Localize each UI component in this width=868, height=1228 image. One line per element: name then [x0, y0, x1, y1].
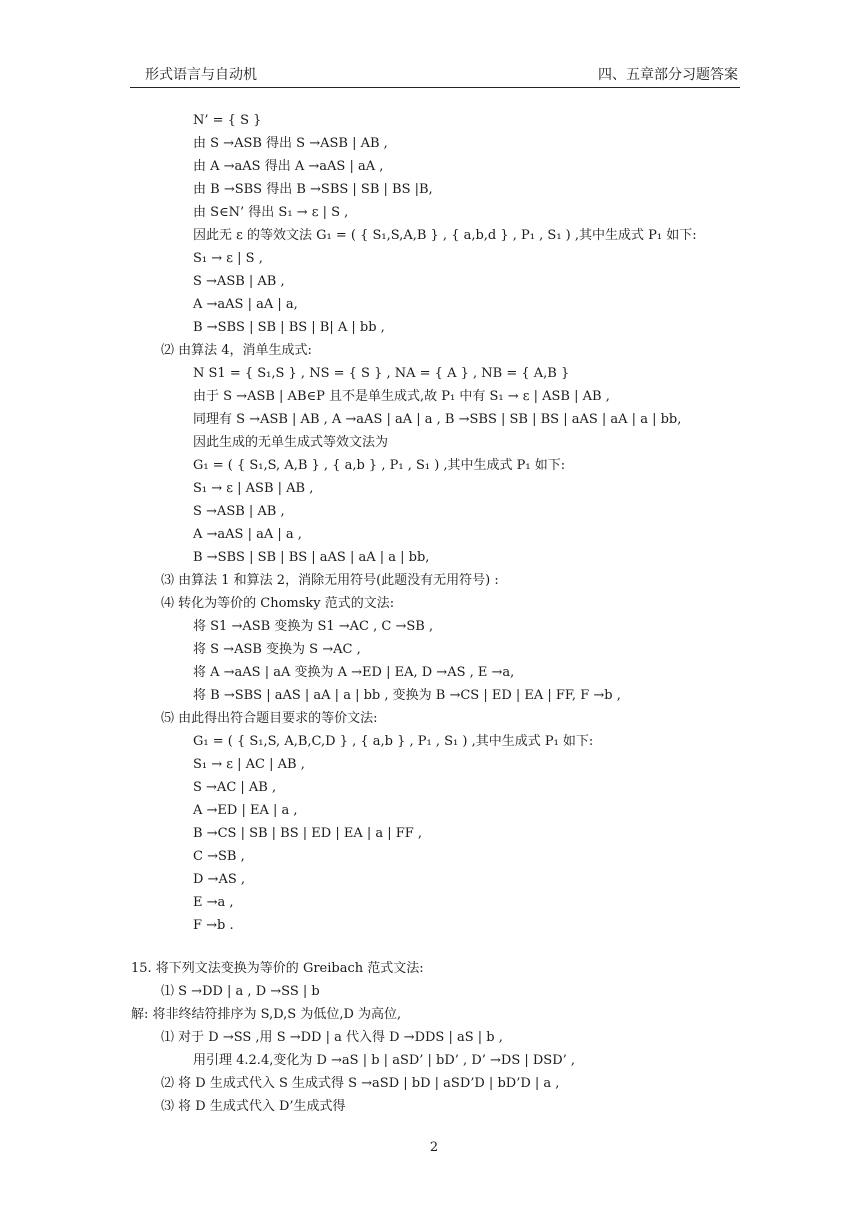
text-line: A →ED | EA | a , — [193, 803, 298, 818]
text-line: A →aAS | aA | a, — [193, 297, 298, 312]
text-line: 同理有 S →ASB | AB , A →aAS | aA | a , B →SBS | SB | BS | aAS | aA | a | bb, — [193, 412, 682, 427]
text-line: ⑵ 由算法 4，消单生成式: — [161, 343, 312, 358]
text-line: G₁ = ( { S₁,S, A,B,C,D } , { a,b } , P₁ , S₁ ) ,其中生成式 P₁ 如下: — [193, 734, 594, 749]
text-line: A →aAS | aA | a , — [193, 527, 302, 542]
text-line: 由 A →aAS 得出 A →aAS | aA , — [193, 159, 384, 174]
text-line: ⑴ S →DD | a , D →SS | b — [161, 984, 320, 999]
text-line: 因此生成的无单生成式等效文法为 — [193, 435, 389, 450]
text-line: ⑸ 由此得出符合题目要求的等价文法: — [161, 711, 378, 726]
text-line: N S1 = { S₁,S } , NS = { S } , NA = { A } , NB = { A,B } — [193, 366, 570, 381]
text-line: 由 S∈N’ 得出 S₁ → ε | S , — [193, 205, 349, 220]
text-line: 将 S →ASB 变换为 S →AC , — [193, 642, 361, 657]
text-line: B →SBS | SB | BS | aAS | aA | a | bb, — [193, 550, 430, 565]
text-line: ⑶ 将 D 生成式代入 D’生成式得 — [161, 1099, 346, 1114]
text-line: ⑶ 由算法 1 和算法 2，消除无用符号(此题没有无用符号) : — [161, 573, 499, 588]
text-line: 由 S →ASB 得出 S →ASB | AB , — [193, 136, 388, 151]
text-line: F →b . — [193, 918, 234, 933]
text-line: S →ASB | AB , — [193, 504, 285, 519]
text-line: N’ = { S } — [193, 113, 262, 128]
text-line: ⑵ 将 D 生成式代入 S 生成式得 S →aSD | bD | aSD’D | bD’D | a , — [161, 1076, 560, 1091]
text-line: 将 S1 →ASB 变换为 S1 →AC , C →SB , — [193, 619, 434, 634]
text-line: ⑷ 转化为等价的 Chomsky 范式的文法: — [161, 596, 395, 611]
text-line: G₁ = ( { S₁,S, A,B } , { a,b } , P₁ , S₁ ) ,其中生成式 P₁ 如下: — [193, 458, 566, 473]
text-line: 15. 将下列文法变换为等价的 Greibach 范式文法: — [131, 961, 424, 976]
text-line: 解: 将非终结符排序为 S,D,S 为低位,D 为高位, — [131, 1007, 402, 1022]
text-line: 用引理 4.2.4,变化为 D →aS | b | aSD’ | bD’ , D’ →DS | DSD’ , — [193, 1053, 576, 1068]
text-line: 将 B →SBS | aAS | aA | a | bb , 变换为 B →CS | ED | EA | FF, F →b , — [193, 688, 621, 703]
text-line: S →ASB | AB , — [193, 274, 285, 289]
text-line: C →SB , — [193, 849, 245, 864]
text-line: S₁ → ε | ASB | AB , — [193, 481, 314, 496]
text-line: S →AC | AB , — [193, 780, 277, 795]
text-line: ⑴ 对于 D →SS ,用 S →DD | a 代入得 D →DDS | aS | b , — [161, 1030, 503, 1045]
text-line: S₁ → ε | S , — [193, 251, 263, 266]
page-number: 2 — [429, 1140, 439, 1155]
text-line: B →SBS | SB | BS | B| A | bb , — [193, 320, 385, 335]
header-title-left: 形式语言与自动机 — [145, 67, 257, 83]
header-title-right: 四、五章部分习题答案 — [598, 67, 738, 83]
text-line: E →a , — [193, 895, 234, 910]
header-rule — [130, 87, 740, 88]
text-line: 因此无 ε 的等效文法 G₁ = ( { S₁,S,A,B } , { a,b,d } , P₁ , S₁ ) ,其中生成式 P₁ 如下: — [193, 228, 697, 243]
text-line: 由 B →SBS 得出 B →SBS | SB | BS |B, — [193, 182, 433, 197]
text-line: S₁ → ε | AC | AB , — [193, 757, 305, 772]
text-line: D →AS , — [193, 872, 246, 887]
text-line: 将 A →aAS | aA 变换为 A →ED | EA, D →AS , E →a, — [193, 665, 515, 680]
text-line: 由于 S →ASB | AB∈P 且不是单生成式,故 P₁ 中有 S₁ → ε | ASB | AB , — [193, 389, 610, 404]
text-line: B →CS | SB | BS | ED | EA | a | FF , — [193, 826, 423, 841]
